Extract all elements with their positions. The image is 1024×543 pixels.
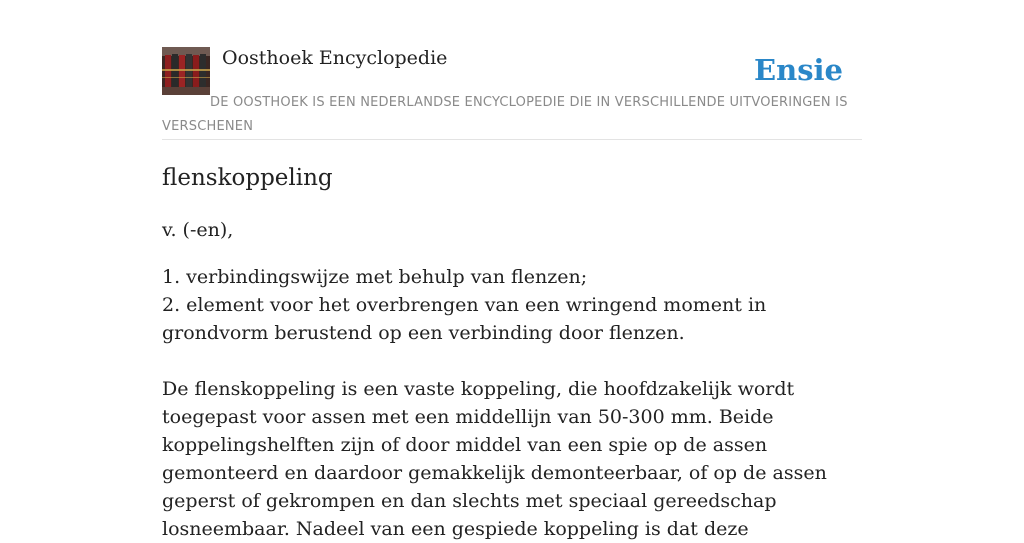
entry-description: De flenskoppeling is een vaste koppeling, die hoofdzakelijk wordt toegepast voor assen met een middellijn van 50-300 mm. Beide koppelingshelften zijn of door middel van een spie op de assen gemonteerd en daardoor gemakkelijk demonteerbaar, of op de assen geperst of gekrompen en dan slechts met speciaal gereedschap losneembaar. Nadeel van een gespiede koppeling is dat deze bbox=[162, 378, 827, 540]
entry-definitions bbox=[162, 263, 862, 347]
header-divider bbox=[162, 139, 862, 140]
entry-title: flenskoppeling bbox=[162, 165, 333, 191]
entry-grammar: v. (-en), bbox=[162, 219, 234, 241]
source-title[interactable]: Oosthoek Encyclopedie bbox=[222, 47, 448, 69]
brand-logo[interactable]: Ensie bbox=[754, 53, 843, 87]
definition-item: 1. verbindingswijze met behulp van flenzen; bbox=[162, 266, 588, 288]
definition-item: 2. element voor het overbrengen van een wringend moment in grondvorm berustend op een verbinding door flenzen. bbox=[162, 294, 767, 344]
encyclopedia-books-icon[interactable] bbox=[162, 47, 210, 95]
source-tagline: DE OOSTHOEK IS EEN NEDERLANDSE ENCYCLOPEDIE DIE IN VERSCHILLENDE UITVOERINGEN IS VERSCHENEN bbox=[162, 95, 848, 134]
